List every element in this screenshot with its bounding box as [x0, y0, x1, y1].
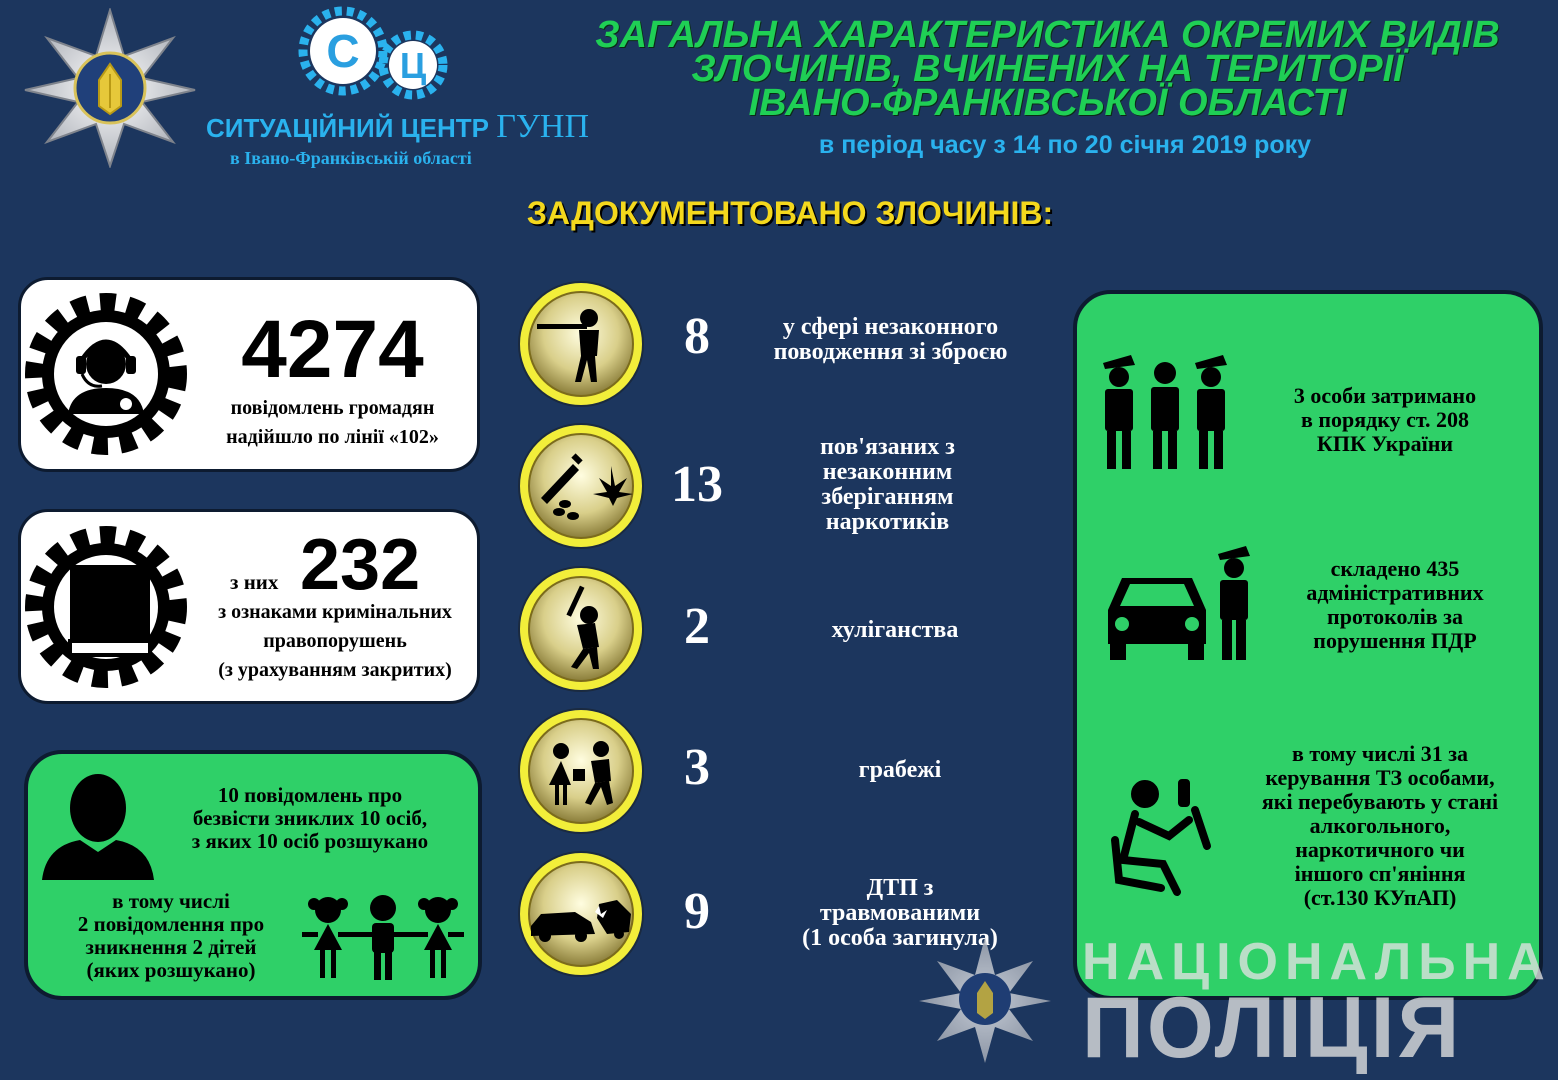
- logo-region: в Івано-Франківській області: [230, 148, 472, 168]
- criminal-prefix: з них: [230, 570, 279, 594]
- crime-label-drugs: пов'язаних з незаконним зберіганням наркотиків: [820, 434, 955, 535]
- crime-icon-traffic: [515, 848, 647, 980]
- protocols-text: складено 435 адміністративних протоколів за порушення ПДР: [1306, 556, 1484, 653]
- logo-letter-s: С: [326, 25, 360, 77]
- criminal-line1: з ознаками кримінальних: [218, 601, 452, 623]
- drunk-driver-icon: [1105, 770, 1230, 900]
- crime-icon-hooligan: [515, 563, 647, 695]
- watermark-star-icon: [915, 935, 1055, 1065]
- logo-name: СИТУАЦІЙНИЙ ЦЕНТР ГУНП: [206, 108, 590, 145]
- period-subtitle: в період часу з 14 по 20 січня 2019 року: [818, 131, 1312, 159]
- crime-label-guns: у сфері незаконного поводження зі зброєю: [773, 314, 1008, 365]
- criminal-count: 232: [300, 525, 421, 605]
- crime-icon-drugs: [515, 420, 647, 552]
- missing-text: 10 повідомлень про безвісти зниклих 10 осіб, з яких 10 осіб розшукано: [191, 783, 429, 853]
- crime-value-robbery: 3: [684, 739, 710, 796]
- car-police-icon: [1100, 540, 1270, 665]
- drunk-driving-text: в тому числі 31 за керування ТЗ особами, які перебувають у стані алкогольного, наркотичного чи іншого сп'яніння (ст.130 КУпАП): [1261, 741, 1499, 910]
- book-gear-icon: [22, 523, 190, 691]
- crime-value-drugs: 13: [671, 456, 723, 513]
- watermark-line1: НАЦІОНАЛЬНА: [1082, 933, 1552, 991]
- watermark-line2: ПОЛІЦІЯ: [1082, 980, 1463, 1076]
- missing-children-text: в тому числі 2 повідомлення про зникнення 2 дітей (яких розшукано): [77, 889, 265, 982]
- page-title: ЗАГАЛЬНА ХАРАКТЕРИСТИКА ОКРЕМИХ ВИДІВ ЗЛОЧИНІВ, ВЧИНЕНИХ НА ТЕРИТОРІЇ ІВАНО-ФРАНКІВСЬКОЇ ОБЛАСТІ: [595, 14, 1500, 124]
- crime-label-hooligan: хуліганства: [831, 617, 959, 643]
- criminal-line2: правопорушень: [263, 630, 407, 652]
- crime-label-robbery: грабежі: [858, 757, 942, 783]
- crime-value-traffic: 9: [684, 883, 710, 940]
- calls-count: 4274: [241, 304, 424, 395]
- crime-label-traffic: ДТП з травмованими (1 особа загинула): [802, 875, 998, 951]
- operator-gear-icon: [22, 290, 190, 458]
- detained-text: 3 особи затримано в порядку ст. 208 КПК України: [1293, 383, 1477, 456]
- children-icon: [298, 888, 468, 983]
- calls-line2: надійшло по лінії «102»: [226, 426, 439, 448]
- crime-icon-robbery: [515, 705, 647, 837]
- crime-icon-guns: [515, 278, 647, 410]
- situation-center-gear-logo: [295, 5, 455, 105]
- crime-value-guns: 8: [684, 308, 710, 365]
- criminal-line3: (з урахуванням закритих): [218, 659, 452, 681]
- logo-letter-ts: Ц: [399, 45, 427, 86]
- detained-police-icon: [1095, 345, 1235, 473]
- crime-value-hooligan: 2: [684, 598, 710, 655]
- calls-line1: повідомлень громадян: [230, 397, 435, 419]
- section-title: ЗАДОКУМЕНТОВАНО ЗЛОЧИНІВ:: [526, 195, 1054, 231]
- police-star-logo: [15, 8, 205, 168]
